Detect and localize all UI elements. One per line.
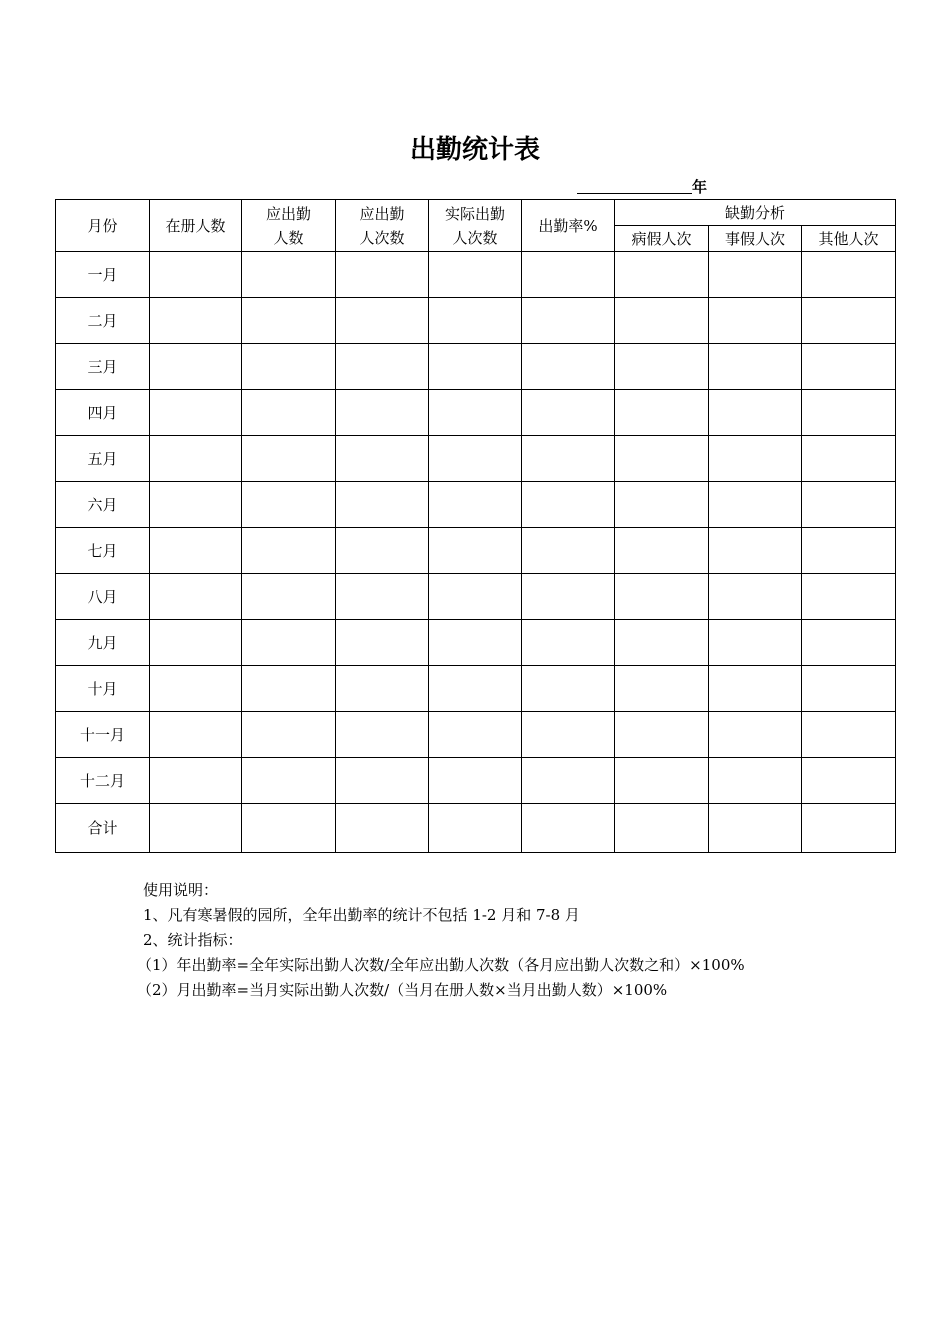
- table-cell[interactable]: [615, 528, 709, 574]
- table-cell[interactable]: [150, 436, 242, 482]
- table-cell[interactable]: [242, 666, 336, 712]
- table-cell[interactable]: [802, 804, 896, 853]
- table-cell[interactable]: [802, 436, 896, 482]
- table-cell[interactable]: [242, 574, 336, 620]
- row-label: 六月: [56, 482, 150, 528]
- table-cell[interactable]: [242, 528, 336, 574]
- header-month: 月份: [56, 200, 150, 252]
- table-cell[interactable]: [242, 344, 336, 390]
- table-cell[interactable]: [336, 712, 429, 758]
- table-row: [56, 390, 896, 436]
- table-row: [56, 298, 896, 344]
- header-row-1: [56, 200, 896, 226]
- table-cell[interactable]: [709, 666, 802, 712]
- header-line: 实际出勤: [444, 204, 505, 223]
- header-line: 人数: [273, 228, 304, 247]
- header-personal-leave: 事假人次: [709, 226, 802, 252]
- table-cell[interactable]: [709, 482, 802, 528]
- header-registered: 在册人数: [150, 200, 242, 252]
- header-line: 应出勤: [359, 204, 405, 223]
- notes-heading: 使用说明：: [143, 881, 219, 899]
- table-row: [56, 712, 896, 758]
- attendance-table: [55, 199, 896, 853]
- row-label: 四月: [56, 390, 150, 436]
- table-cell[interactable]: [802, 298, 896, 344]
- table-cell[interactable]: [709, 390, 802, 436]
- table-cell[interactable]: [522, 528, 615, 574]
- table-cell[interactable]: [150, 528, 242, 574]
- table-cell[interactable]: [336, 574, 429, 620]
- row-label: 十二月: [56, 758, 150, 804]
- table-cell[interactable]: [709, 298, 802, 344]
- row-label: 八月: [56, 574, 150, 620]
- table-cell[interactable]: [150, 482, 242, 528]
- table-cell[interactable]: [522, 482, 615, 528]
- header-line: 人次数: [359, 228, 405, 247]
- year-field: [577, 176, 707, 198]
- table-cell[interactable]: [242, 436, 336, 482]
- table-row: [56, 804, 896, 853]
- table-cell[interactable]: [336, 666, 429, 712]
- table-cell[interactable]: [336, 620, 429, 666]
- table-cell[interactable]: [429, 712, 522, 758]
- header-other: 其他人次: [802, 226, 896, 252]
- table-cell[interactable]: [709, 574, 802, 620]
- year-blank-line[interactable]: [577, 176, 692, 194]
- table-cell[interactable]: [150, 712, 242, 758]
- table-cell[interactable]: [522, 620, 615, 666]
- table-cell[interactable]: [522, 390, 615, 436]
- row-label: 五月: [56, 436, 150, 482]
- table-cell[interactable]: [336, 758, 429, 804]
- notes-item-1: 1、凡有寒暑假的园所，全年出勤率的统计不包括 1-2 月和 7-8 月: [143, 906, 580, 924]
- year-suffix: 年: [692, 178, 708, 196]
- row-label: 二月: [56, 298, 150, 344]
- table-cell[interactable]: [709, 758, 802, 804]
- table-cell[interactable]: [615, 482, 709, 528]
- header-should-attend-people: [242, 200, 336, 252]
- table-cell[interactable]: [242, 252, 336, 298]
- table-cell[interactable]: [150, 574, 242, 620]
- table-row: [56, 574, 896, 620]
- table-cell[interactable]: [150, 298, 242, 344]
- table-cell[interactable]: [336, 528, 429, 574]
- table-cell[interactable]: [150, 666, 242, 712]
- row-label: 一月: [56, 252, 150, 298]
- table-cell[interactable]: [429, 574, 522, 620]
- table-row: [56, 758, 896, 804]
- header-absence-analysis: 缺勤分析: [615, 200, 896, 226]
- table-cell[interactable]: [615, 758, 709, 804]
- table-cell[interactable]: [709, 804, 802, 853]
- notes-formula-2: （2）月出勤率=当月实际出勤人次数/（当月在册人数×当月出勤人数）×100%: [137, 981, 668, 999]
- table-cell[interactable]: [522, 344, 615, 390]
- row-label: 十月: [56, 666, 150, 712]
- table-cell[interactable]: [150, 620, 242, 666]
- table-cell[interactable]: [150, 804, 242, 853]
- table-cell[interactable]: [615, 390, 709, 436]
- row-label: 三月: [56, 344, 150, 390]
- table-cell[interactable]: [709, 436, 802, 482]
- table-cell[interactable]: [615, 620, 709, 666]
- table-cell[interactable]: [429, 620, 522, 666]
- row-label: 合计: [56, 804, 150, 853]
- table-cell[interactable]: [242, 804, 336, 853]
- table-cell[interactable]: [615, 666, 709, 712]
- table-cell[interactable]: [242, 482, 336, 528]
- table-row: [56, 528, 896, 574]
- table-cell[interactable]: [429, 344, 522, 390]
- table-cell[interactable]: [802, 666, 896, 712]
- table-cell[interactable]: [150, 344, 242, 390]
- table-cell[interactable]: [615, 252, 709, 298]
- header-line: 人次数: [452, 228, 498, 247]
- table-cell[interactable]: [802, 482, 896, 528]
- table-row: [56, 482, 896, 528]
- header-should-attend-times: [336, 200, 429, 252]
- table-cell[interactable]: [429, 804, 522, 853]
- table-cell[interactable]: [242, 620, 336, 666]
- table-cell[interactable]: [615, 344, 709, 390]
- table-cell[interactable]: [336, 252, 429, 298]
- table-cell[interactable]: [615, 436, 709, 482]
- table-cell[interactable]: [522, 666, 615, 712]
- table-cell[interactable]: [802, 390, 896, 436]
- table-row: [56, 666, 896, 712]
- table-cell[interactable]: [336, 804, 429, 853]
- table-cell[interactable]: [802, 758, 896, 804]
- table-cell[interactable]: [429, 298, 522, 344]
- row-label: 七月: [56, 528, 150, 574]
- table-row: [56, 436, 896, 482]
- table-cell[interactable]: [522, 436, 615, 482]
- table-cell[interactable]: [522, 758, 615, 804]
- table-cell[interactable]: [429, 528, 522, 574]
- table-cell[interactable]: [802, 574, 896, 620]
- row-label: 九月: [56, 620, 150, 666]
- table-cell[interactable]: [522, 252, 615, 298]
- table-cell[interactable]: [336, 482, 429, 528]
- table-cell[interactable]: [802, 712, 896, 758]
- table-cell[interactable]: [522, 298, 615, 344]
- page-title: 出勤统计表: [409, 135, 540, 165]
- table-cell[interactable]: [336, 298, 429, 344]
- table-cell[interactable]: [615, 298, 709, 344]
- notes-formula-1: （1）年出勤率=全年实际出勤人次数/全年应出勤人次数（各月应出勤人次数之和）×100%: [137, 956, 745, 974]
- table-cell[interactable]: [150, 758, 242, 804]
- table-cell[interactable]: [336, 436, 429, 482]
- table-cell[interactable]: [802, 620, 896, 666]
- notes-item-2: 2、统计指标：: [143, 931, 243, 949]
- table-cell[interactable]: [709, 252, 802, 298]
- table-cell[interactable]: [336, 390, 429, 436]
- table-cell[interactable]: [522, 804, 615, 853]
- table-cell[interactable]: [242, 758, 336, 804]
- table-cell[interactable]: [429, 436, 522, 482]
- table-cell[interactable]: [429, 482, 522, 528]
- table-cell[interactable]: [709, 712, 802, 758]
- header-attendance-rate: 出勤率%: [522, 200, 615, 252]
- table-cell[interactable]: [522, 574, 615, 620]
- table-cell[interactable]: [429, 758, 522, 804]
- table-cell[interactable]: [429, 666, 522, 712]
- table-cell[interactable]: [615, 804, 709, 853]
- header-line: 应出勤: [265, 204, 311, 223]
- table-cell[interactable]: [429, 252, 522, 298]
- table-cell[interactable]: [336, 344, 429, 390]
- header-actual-attend-times: [429, 200, 522, 252]
- table-cell[interactable]: [242, 298, 336, 344]
- table-cell[interactable]: [150, 252, 242, 298]
- table-body: [56, 252, 896, 853]
- table-cell[interactable]: [150, 390, 242, 436]
- table-cell[interactable]: [802, 252, 896, 298]
- table-row: [56, 620, 896, 666]
- header-sick-leave: 病假人次: [615, 226, 709, 252]
- table-cell[interactable]: [802, 344, 896, 390]
- usage-notes: [137, 878, 745, 1003]
- table-cell[interactable]: [242, 390, 336, 436]
- table-cell[interactable]: [709, 620, 802, 666]
- table-row: [56, 252, 896, 298]
- table-cell[interactable]: [615, 574, 709, 620]
- table-cell[interactable]: [709, 528, 802, 574]
- table-cell[interactable]: [615, 712, 709, 758]
- table-cell[interactable]: [522, 712, 615, 758]
- table-cell[interactable]: [242, 712, 336, 758]
- table-cell[interactable]: [802, 528, 896, 574]
- table-cell[interactable]: [709, 344, 802, 390]
- table-cell[interactable]: [429, 390, 522, 436]
- table-row: [56, 344, 896, 390]
- row-label: 十一月: [56, 712, 150, 758]
